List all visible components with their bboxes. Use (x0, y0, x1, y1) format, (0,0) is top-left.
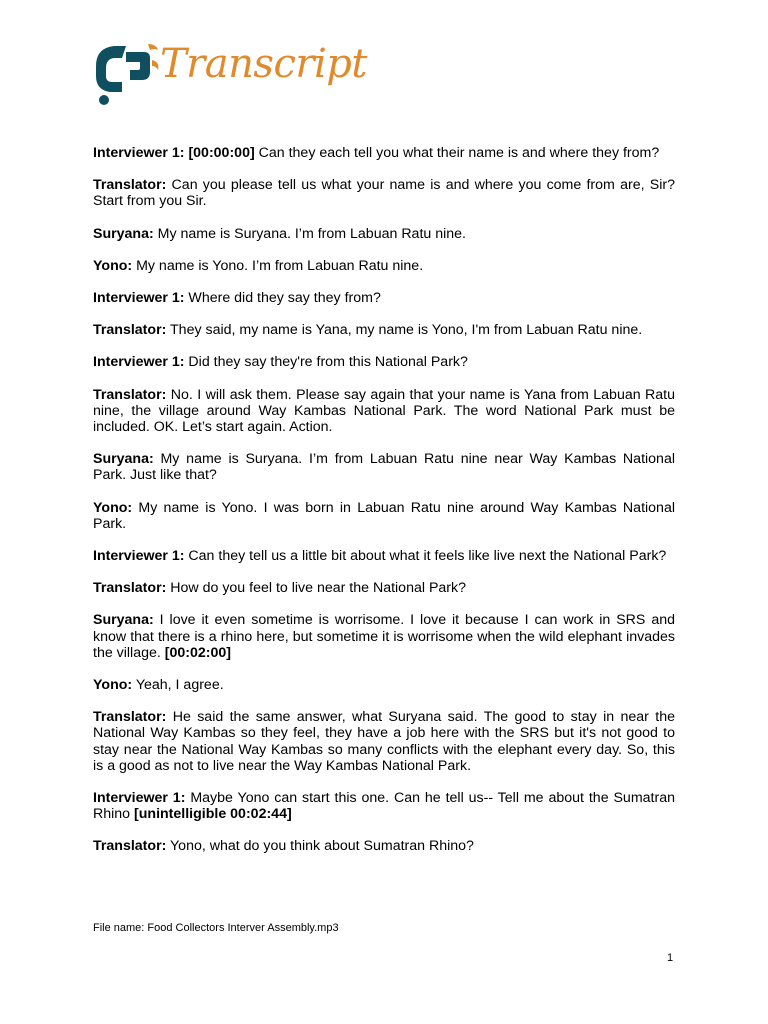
transcript-body (93, 145, 675, 871)
speaker-label: Yono: (93, 677, 133, 694)
speaker-label: Interviewer 1: (93, 145, 185, 161)
utterance-text: Can you please tell us what your name is and where you come from are, Sir? Start from you Sir. (93, 177, 675, 210)
page-number: 1 (667, 952, 674, 964)
transcript-paragraph (93, 290, 675, 306)
transcript-paragraph (93, 226, 675, 242)
transcript-paragraph (93, 580, 675, 596)
utterance-text: How do you feel to live near the National Park? (166, 580, 467, 597)
transcript-paragraph (93, 500, 675, 532)
speaker-label: Interviewer 1: (93, 354, 185, 371)
utterance-text: No. I will ask them. Please say again that your name is Yana from Labuan Ratu nine, the village around Way Kambas National Park. The word National Park must be included. OK. Let’s start again. Action. (93, 386, 675, 436)
utterance-text: Can they tell us a little bit about what it feels like live next the National Park? (184, 548, 667, 565)
speaker-label: Translator: (93, 177, 167, 194)
timestamp: [00:02:00] (164, 644, 232, 661)
transcript-paragraph (93, 790, 675, 822)
transcript-paragraph (93, 451, 675, 483)
utterance-text: My name is Suryana. I’m from Labuan Ratu nine. (153, 225, 466, 242)
transcript-paragraph (93, 354, 675, 370)
utterance-text: My name is Suryana. I’m from Labuan Ratu nine near Way Kambas National Park. Just like that? (93, 451, 675, 484)
speaker-label: Translator: (93, 580, 167, 597)
utterance-text: Maybe Yono can start this one. Can he tell us-- Tell me about the Sumatran Rhino (93, 790, 675, 823)
transcript-paragraph (93, 177, 675, 209)
timestamp: [00:00:00] (188, 145, 255, 161)
transcript-paragraph (93, 709, 675, 774)
logo-mark-icon (92, 40, 162, 106)
transcript-paragraph (93, 322, 675, 338)
utterance-text: Can they each tell you what their name is and where they from? (254, 145, 660, 161)
transcript-paragraph (93, 548, 675, 564)
speaker-label: Suryana: (93, 612, 154, 629)
utterance-text: My name is Yono. I’m from Labuan Ratu nine. (132, 257, 424, 274)
file-name-footer: File name: Food Collectors Interver Assembly.mp3 (93, 922, 339, 934)
speaker-label: Suryana: (93, 451, 154, 468)
speaker-label: Interviewer 1: (93, 790, 186, 807)
transcript-paragraph (93, 145, 675, 161)
logo-wordmark: Transcript (160, 41, 367, 87)
speaker-label: Interviewer 1: (93, 548, 185, 565)
speaker-label: Yono: (93, 499, 133, 516)
speaker-label: Suryana: (93, 225, 154, 242)
utterance-text: My name is Yono. I was born in Labuan Ratu nine around Way Kambas National Park. (93, 499, 675, 532)
speaker-label: Translator: (93, 838, 167, 855)
utterance-text: Yeah, I agree. (132, 677, 224, 694)
speaker-label: Yono: (93, 257, 133, 274)
transcript-paragraph (93, 612, 675, 661)
transcript-paragraph (93, 387, 675, 436)
utterance-text: I love it even sometime is worrisome. I love it because I can work in SRS and know that there is a rhino here, but sometime it is worrisome when the wild elephant invades the village. (93, 612, 675, 661)
transcript-paragraph (93, 677, 675, 693)
transcript-paragraph (93, 838, 675, 854)
speaker-label: Translator: (93, 322, 167, 339)
speaker-label: Interviewer 1: (93, 290, 185, 307)
utterance-text: Where did they say they from? (184, 290, 381, 307)
transcript-logo (92, 40, 367, 106)
utterance-text: Yono, what do you think about Sumatran Rhino? (166, 838, 474, 855)
utterance-text: They said, my name is Yana, my name is Yono, I'm from Labuan Ratu nine. (166, 322, 643, 339)
timestamp: [unintelligible 00:02:44] (134, 806, 292, 823)
utterance-text: He said the same answer, what Suryana said. The good to stay in near the National Way Kambas so they feel, they have a job here with the SRS but it's not good to stay near the National Way Kambas so many conflicts with the elephant every day. So, this is a good as not to live near the Way Kambas National Park. (93, 709, 675, 774)
speaker-label: Translator: (93, 709, 167, 726)
transcript-paragraph (93, 258, 675, 274)
speaker-label: Translator: (93, 386, 167, 403)
utterance-text: Did they say they're from this National Park? (184, 354, 468, 371)
